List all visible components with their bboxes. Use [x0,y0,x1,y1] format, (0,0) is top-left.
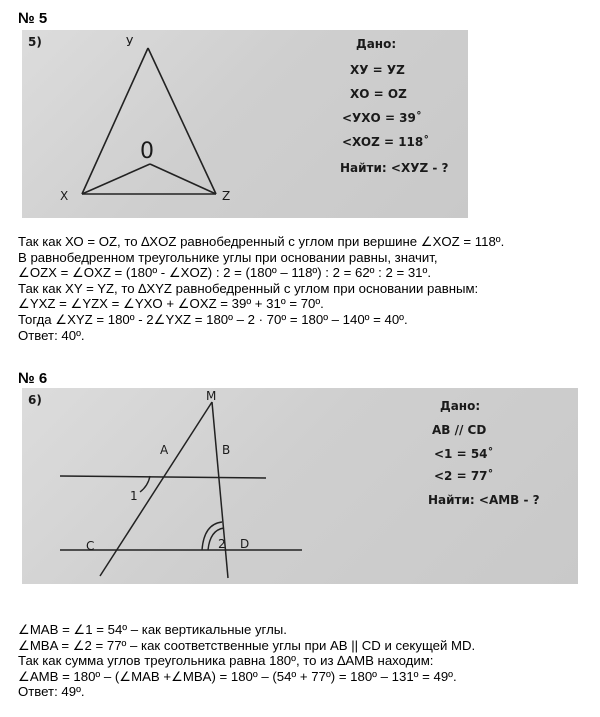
task5-given-3: <УХО = 39˚ [342,111,422,125]
vertex-x-label: Х [60,189,69,203]
task6-photo [22,388,578,584]
task5-figure-number: 5) [28,35,42,49]
task6-diagram [22,388,578,584]
angle-2-label: 2 [218,537,226,551]
task6-given-title: Дано: [440,399,481,413]
task5-given-title: Дано: [356,37,397,51]
vertex-z-label: Z [222,189,231,203]
task5-given-2: ХО = OZ [350,87,407,101]
vertex-o-label: 0 [140,139,154,164]
point-c-label: C [86,539,95,553]
task5-given-1: ХУ = УZ [350,63,405,77]
task6-given-3: <2 = 77˚ [434,469,494,483]
task5-header: № 5 [18,10,48,27]
task6-figure-number: 6) [28,393,42,407]
task6-given-2: <1 = 54˚ [434,447,494,461]
task5-solution-line: Так как ХО = OZ, то ∆XOZ равнобедренный с углом при вершине ∠XOZ = 118º. [18,234,505,249]
task6-answer: Ответ: 49º. [18,684,85,700]
angle-1-label: 1 [130,489,138,503]
task5-solution-line: ∠OZX = ∠OXZ = (180º - ∠XOZ) : 2 = (180º – 118º) : 2 = 62º : 2 = 31º. [18,265,431,281]
task5-solution-line: В равнобедренном треугольнике углы при основании равны, значит, [18,249,438,265]
task6-given-1: AB // CD [432,423,487,437]
vertex-y-label: У [126,35,134,49]
task5-photo [22,30,468,218]
task5-solution-line: Тогда ∠XYZ = 180º - 2∠YXZ = 180º – 2 · 70º = 180º – 140º = 40º. [18,311,408,327]
task6-solution-line: ∠MBA = ∠2 = 77º – как соответственные углы при AB || CD и секущей MD. [18,637,476,653]
point-a-label: A [160,443,169,457]
point-m-label: M [206,389,217,403]
task6-solution [18,622,475,700]
task5-diagram [22,30,468,218]
task5-answer: Ответ: 40º. [18,327,85,343]
task5-solution-line: Так как XY = YZ, то ∆XYZ равнобедренный с углом при основании равным: [18,280,479,296]
task6-solution-line: ∠AMB = 180º – (∠MAB +∠MBA) = 180º – (54º + 77º) = 180º – 131º = 49º. [18,668,457,684]
point-d-label: D [240,537,250,551]
task5-solution [18,234,504,343]
task6-solution-line: Так как сумма углов треугольника равна 180º, то из ∆AMB находим: [18,653,434,669]
task6-solution-line: ∠MAB = ∠1 = 54º – как вертикальные углы. [18,622,287,637]
task6-header: № 6 [18,370,48,387]
task6-find: Найти: <AMB - ? [428,493,540,507]
task5-given-4: <XOZ = 118˚ [342,135,430,149]
task5-solution-line: ∠YXZ = ∠YZX = ∠YXO + ∠OXZ = 39º + 31º = 70º. [18,296,324,312]
point-b-label: B [222,443,231,457]
task5-find: Найти: <XУZ - ? [340,161,449,175]
